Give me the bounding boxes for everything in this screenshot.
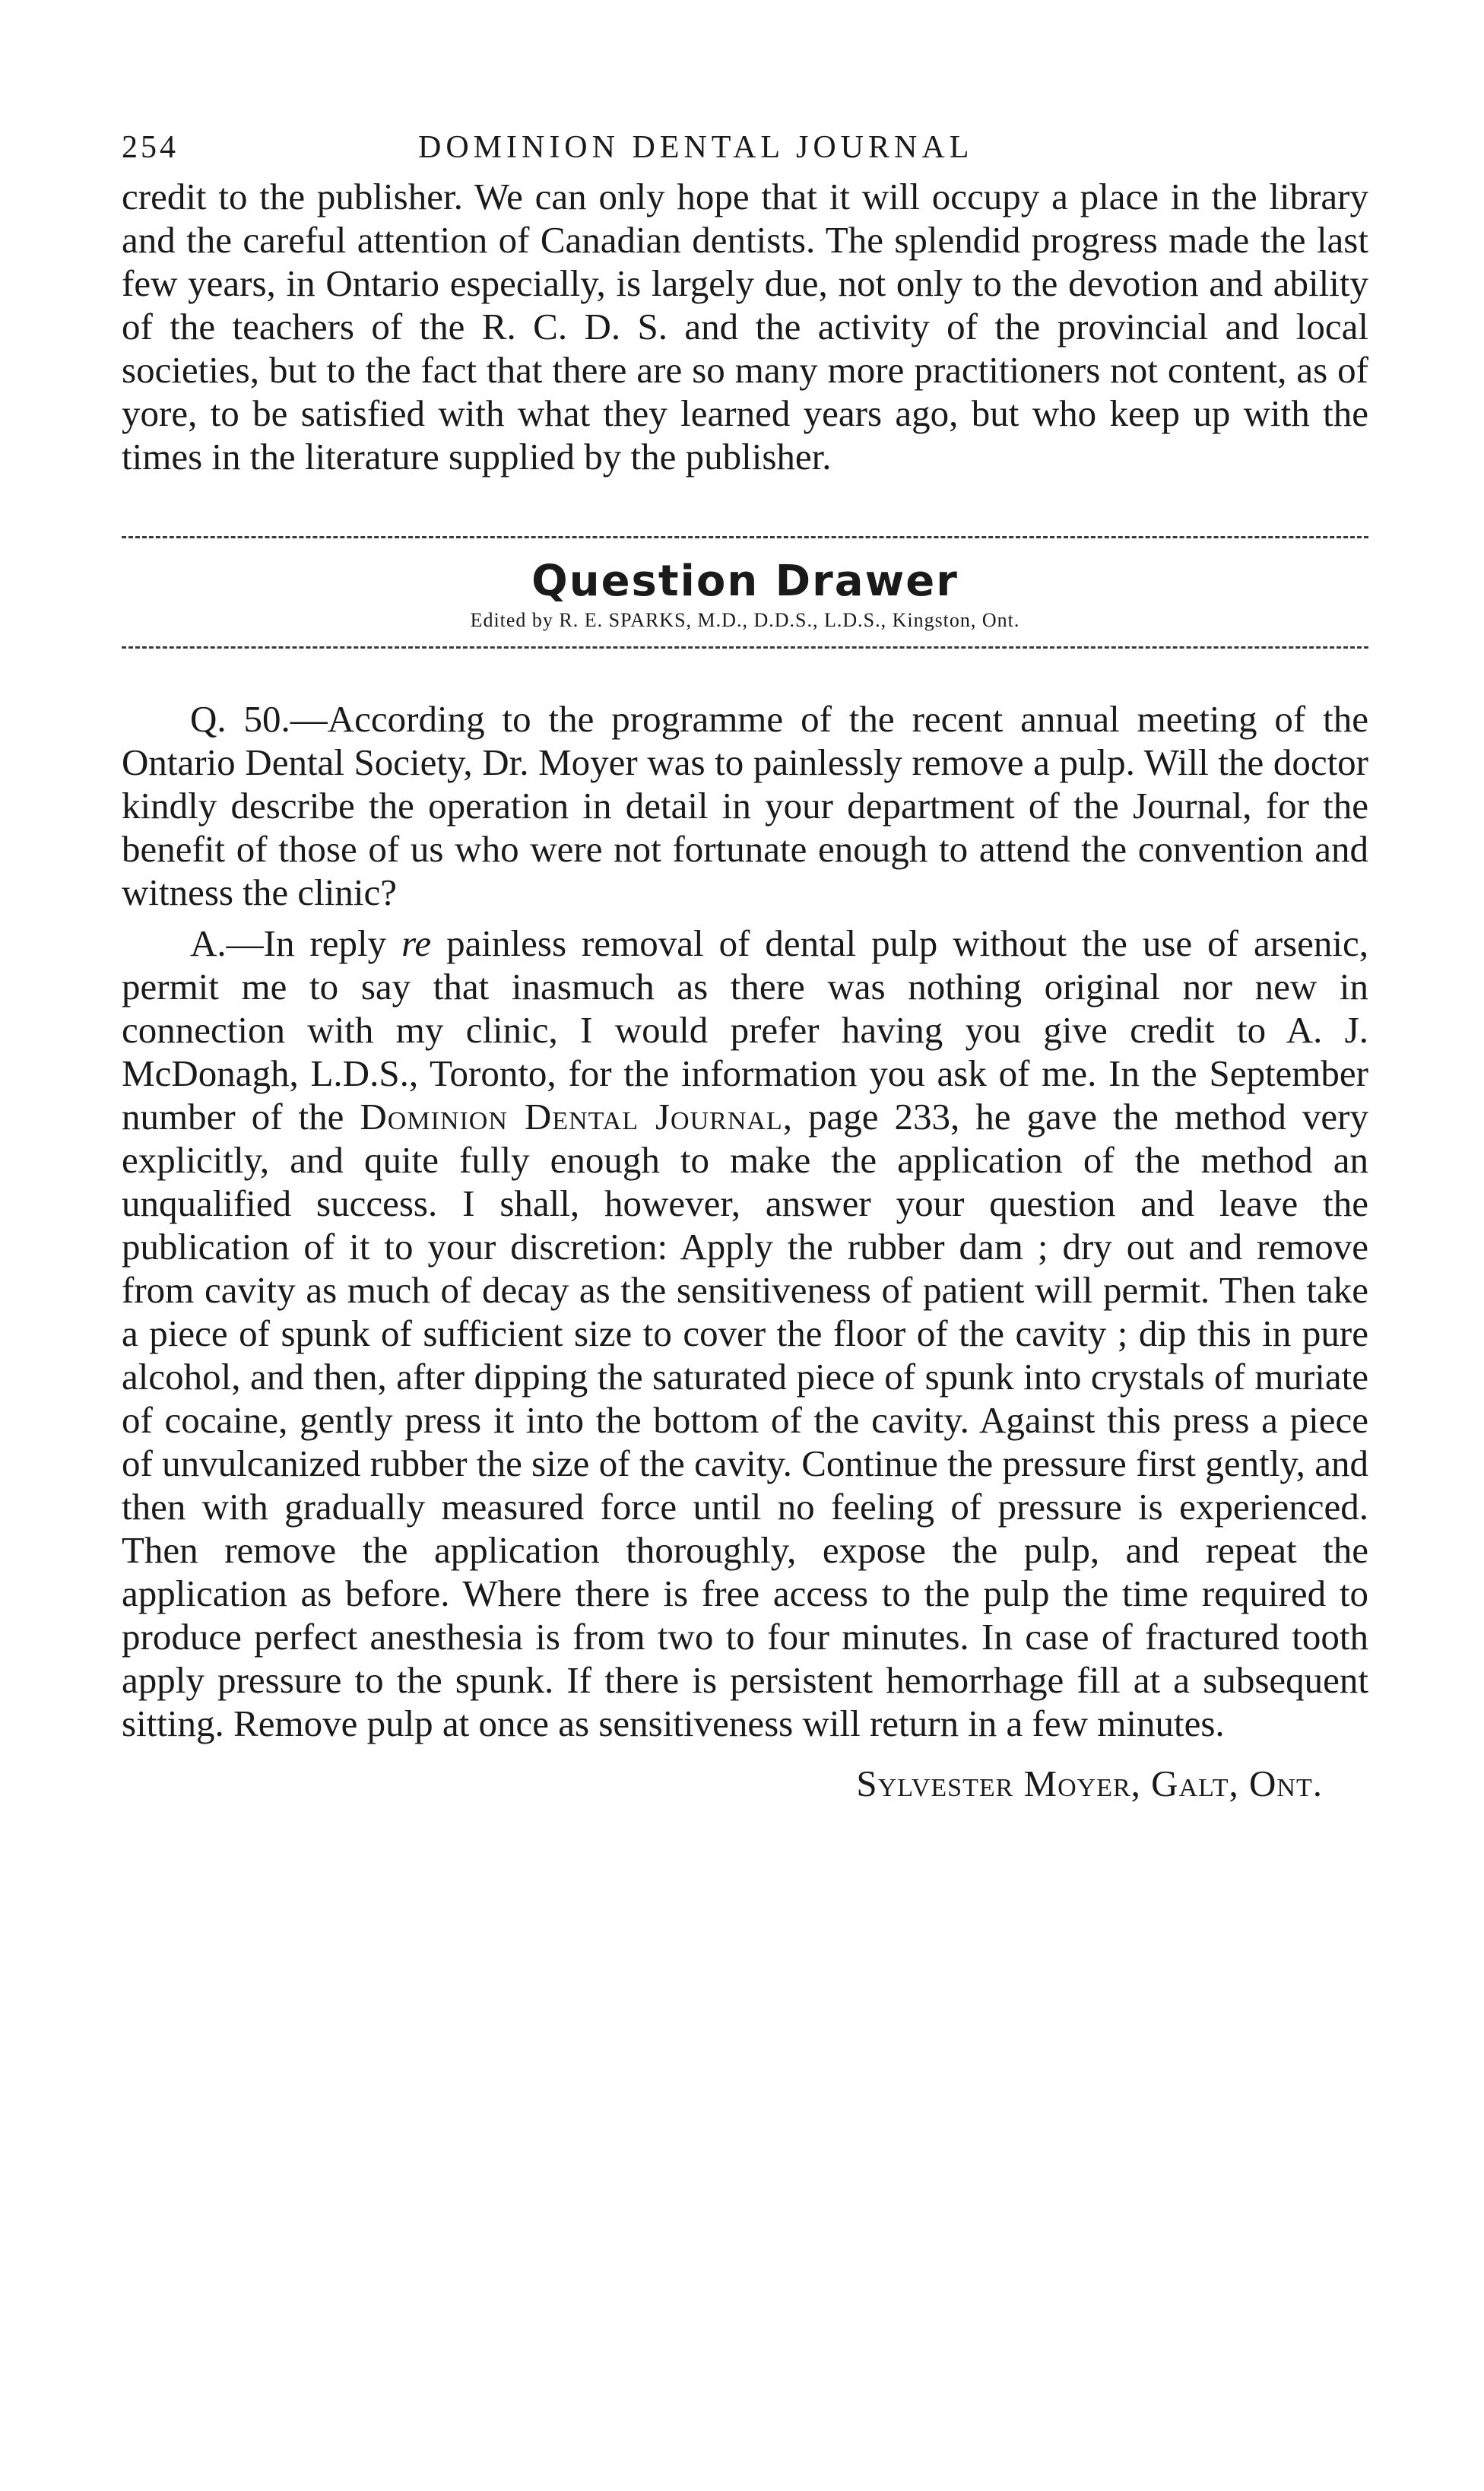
question-paragraph (122, 697, 1368, 914)
intro-paragraph: credit to the publisher. We can only hope that it will occupy a place in the library and the careful attention of Canadian dentists. The splendid progress made the last few years, in Ontario especially, is largely due, not only to the devotion and ability of the teachers of the R. C. D. S. and the activity of the provincial and local societies, but to the fact that there are so many more practitioners not content, as of yore, to be satisfied with what they learned years ago, but who keep up with the times in the literature supplied by the publisher. (122, 176, 1368, 478)
section-bottom-rule (122, 646, 1368, 649)
section-editor-line: Edited by R. E. SPARKS, M.D., D.D.S., L.D.S., Kingston, Ont. (470, 609, 1020, 631)
answer-text-part3: , page 233, he gave the method very explicitly, and quite fully enough to make the application of the method an unqualified success. I shall, however, answer your question and leave the publication of it to your discretion: Apply the rubber dam ; dry out and remove from cavity as much of decay as the sensitiveness of patient will permit. Then take a piece of spunk of sufficient size to cover the floor of the cavity ; dip this in pure alcohol, and then, after dipping the saturated piece of spunk into crystals of muriate of cocaine, gently press it into the bottom of the cavity. Against this press a piece of unvulcanized rubber the size of the cavity. Continue the pressure first gently, and then with gradually measured force until no feeling of pressure is experienced. Then remove the application thoroughly, expose the pulp, and repeat the application as before. Where there is free access to the pulp the time required to produce perfect anesthesia is from two to four minutes. In case of fractured tooth apply pressure to the spunk. If there is persistent hemorrhage fill at a subsequent sitting. Remove pulp at once as sensitiveness will return in a few minutes. (122, 1096, 1368, 1744)
answer-paragraph (122, 922, 1368, 1745)
answer-re-italic: re (401, 922, 432, 964)
answer-text-part1: —In reply (226, 922, 402, 964)
answer-label: A. (190, 922, 227, 964)
section-title: Question Drawer (531, 557, 959, 606)
section-header (122, 558, 1368, 636)
journal-title: DOMINION DENTAL JOURNAL (418, 130, 974, 165)
question-text: —According to the programme of the recent annual meeting of the Ontario Dental Society, Dr. Moyer was to painlessly remove a pulp. Will the doctor kindly describe the operation in detail in your department of the Journal, for the benefit of those of us who were not fortunate enough to attend the convention and witness the clinic? (122, 698, 1368, 913)
journal-reference: Dominion Dental Journal (360, 1096, 783, 1138)
signature: Sylvester Moyer, Galt, Ont. (856, 1763, 1323, 1804)
page-number: 254 (122, 130, 179, 165)
running-head (122, 129, 1368, 175)
question-label: Q. 50. (190, 698, 290, 740)
section-top-rule (122, 536, 1368, 538)
answer-text-part2: painless removal of dental pulp without the use of arsenic, permit me to say that inasmuch as there was nothing original nor new in connection with my clinic, I would prefer having you give credit to A. J. McDonagh, L.D.S., Toronto, for the information you ask of me. In the September number of the (122, 922, 1369, 1138)
journal-page (122, 129, 1368, 1805)
